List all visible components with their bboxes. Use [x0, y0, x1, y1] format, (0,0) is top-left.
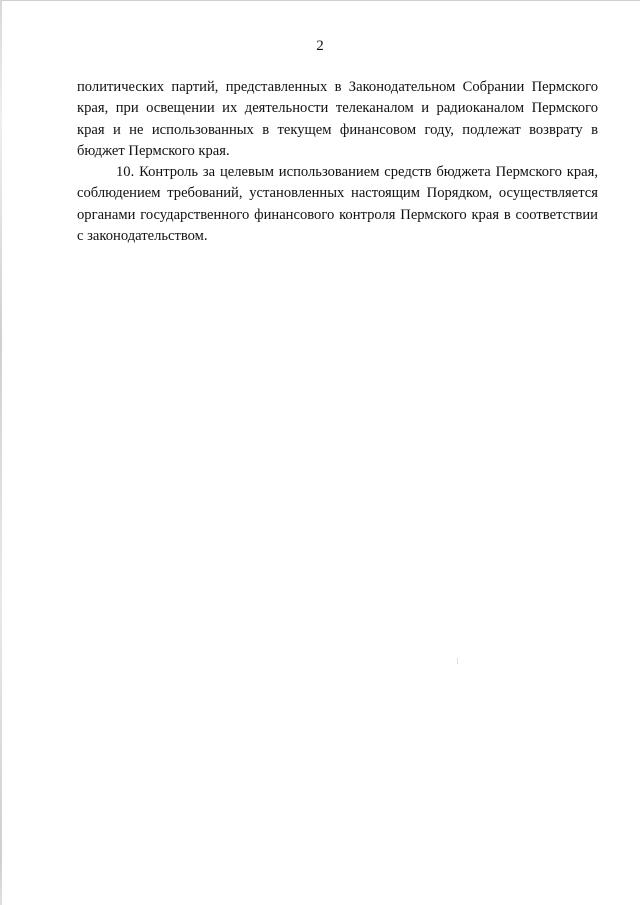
paragraph-item-10: 10. Контроль за целевым использованием средств бюджета Пермского края, соблюдением требований, установленных настоящим Порядком, осуществляется органами государственного финансового контроля Пермского края в соответствии с законодательством. [77, 164, 598, 245]
page-number: 2 [316, 38, 324, 54]
paragraph-continuation: политических партий, представленных в Законодательном Собрании Пермского края, при освещении их деятельности телеканалом и радиоканалом Пермского края и не использованных в текущем финансовом году, подлежат возврату в бюджет Пермского края. [77, 79, 598, 159]
body-text [77, 77, 598, 247]
scan-edge-left [0, 0, 2, 905]
scan-speck [457, 658, 458, 664]
scan-edge-top [0, 0, 640, 1]
